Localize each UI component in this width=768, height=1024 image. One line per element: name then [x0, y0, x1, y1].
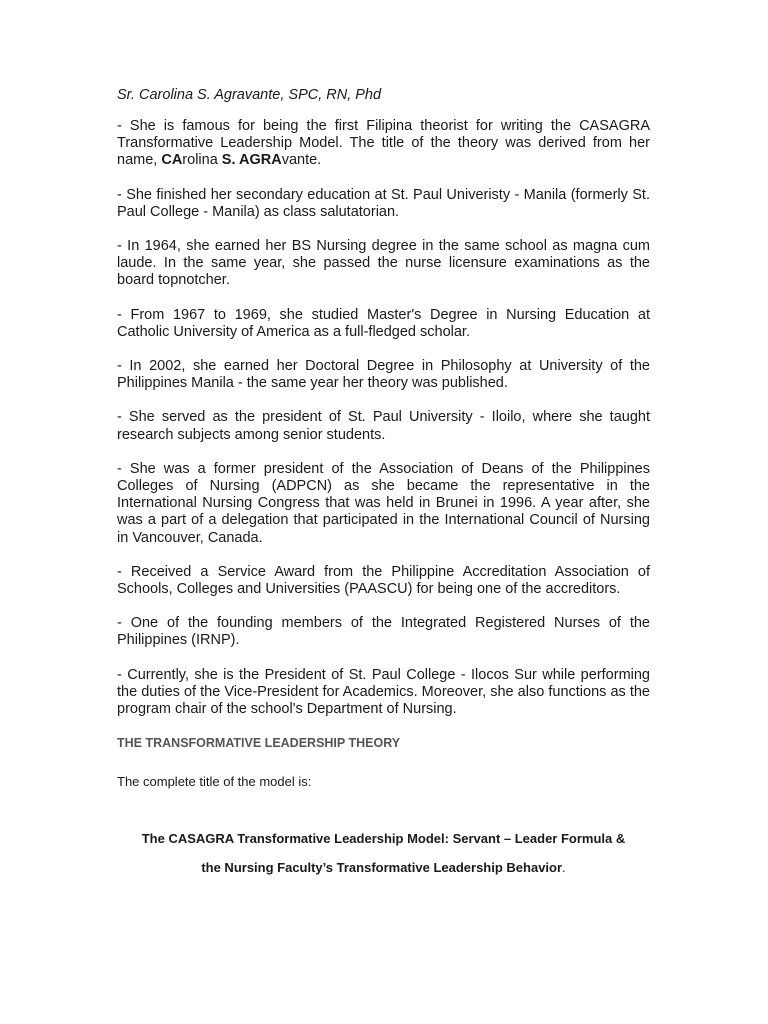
paragraph-adpcn: - She was a former president of the Association of Deans of the Philippines Colleges of Nursing (ADPCN) as she became the representative in the International Nursing Congress that was held in Brunei in 1996. A year after, she was a part of a delegation that participated in the International Council of Nursing in Vancouver, Canada. [117, 460, 650, 546]
name-highlight-s-agra: S. AGRA [221, 152, 282, 169]
model-title-line-1: The CASAGRA Transformative Leadership Model: Servant – Leader Formula & [141, 831, 626, 847]
author-line: Sr. Carolina S. Agravante, SPC, RN, Phd [117, 87, 382, 103]
paragraph-doctoral-degree: - In 2002, she earned her Doctoral Degree in Philosophy at University of the Philippines Manila - the same year her theory was published. [117, 358, 650, 392]
paragraph-text: - She is famous for being the first Filipina theorist for writing the CASAGRA Transformative Leadership Model. The title of the theory was derived from her name, [117, 118, 650, 169]
document-page [117, 86, 650, 882]
paragraph-irnp: - One of the founding members of the Integrated Registered Nurses of the Philippines (IRNP). [117, 615, 650, 649]
paragraph-currently: - Currently, she is the President of St. Paul College - Ilocos Sur while performing the duties of the Vice-President for Academics. Moreover, she also functions as the program chair of the school's Department of Nursing. [117, 666, 650, 718]
name-part-rolina: rolina [182, 152, 222, 169]
paragraph-bs-nursing: - In 1964, she earned her BS Nursing degree in the same school as magna cum laude. In the same year, she passed the nurse licensure examinations as the board topnotcher. [117, 238, 650, 289]
model-title [117, 824, 650, 882]
paragraph-secondary-education: - She finished her secondary education at St. Paul Univeristy - Manila (formerly St. Paul College - Manila) as class salutatorian. [117, 186, 650, 220]
paragraph-service-award: - Received a Service Award from the Philippine Accreditation Association of Schools, Colleges and Universities (PAASCU) for being one of the accreditors. [117, 563, 650, 598]
paragraph-masters-degree: - From 1967 to 1969, she studied Master's Degree in Nursing Education at Catholic University of America as a full-fledged scholar. [117, 306, 650, 340]
section-heading: THE TRANSFORMATIVE LEADERSHIP THEORY [117, 736, 401, 751]
paragraph-famous-theorist [117, 118, 650, 170]
paragraph-president-iloilo: - She served as the president of St. Paul University - Iloilo, where she taught research subjects among senior students. [117, 409, 650, 443]
name-part-vante: vante. [281, 152, 322, 169]
intro-text: The complete title of the model is: [117, 774, 312, 790]
name-highlight-ca: CA [161, 152, 183, 169]
model-title-period: . [562, 860, 566, 876]
model-title-line-2: the Nursing Faculty’s Transformative Leadership Behavior [201, 860, 563, 876]
